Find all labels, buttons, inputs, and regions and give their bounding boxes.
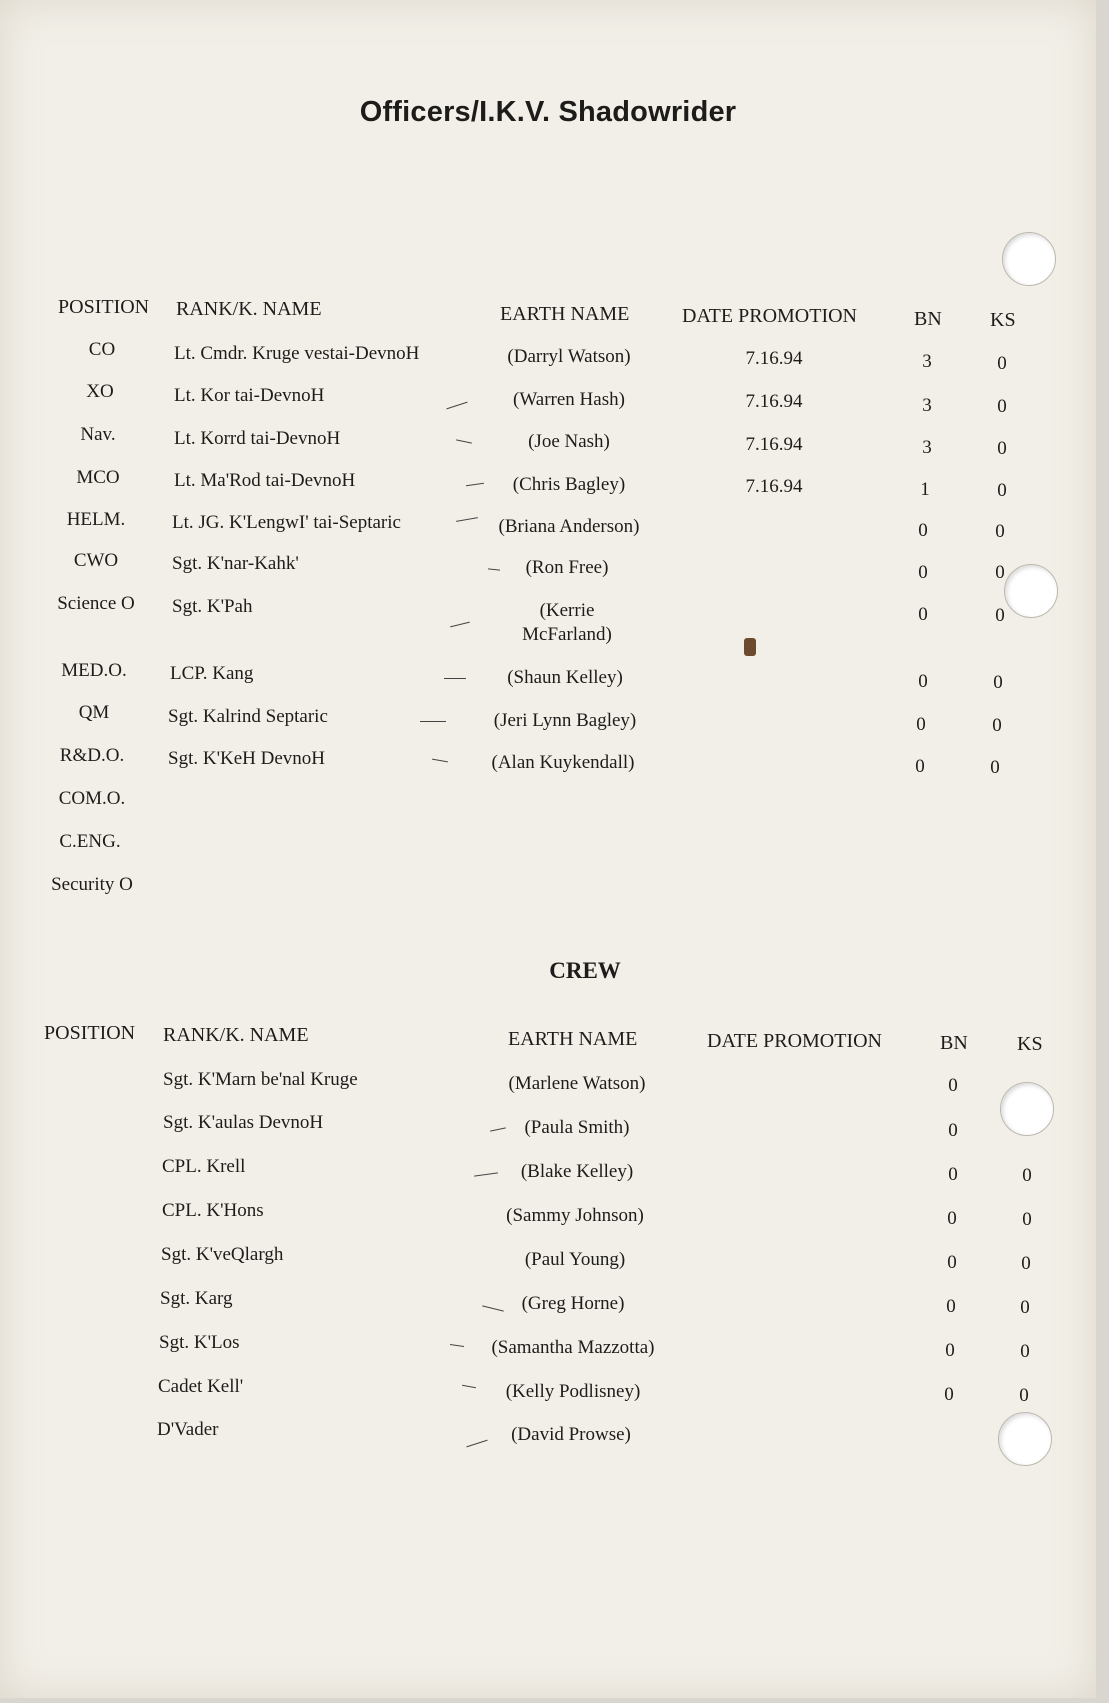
crew-bn: 0 bbox=[948, 1164, 958, 1185]
stain-mark bbox=[744, 638, 756, 656]
officer-earth-name: (Chris Bagley) bbox=[512, 474, 626, 495]
officer-date-promotion: 7.16.94 bbox=[745, 476, 803, 497]
officer-ks: 0 bbox=[995, 562, 1005, 583]
officer-earth-name: (Alan Kuykendall) bbox=[491, 752, 635, 773]
officer-earth-name-continued: McFarland) bbox=[522, 624, 612, 645]
officer-rank-name: Lt. Ma'Rod tai-DevnoH bbox=[174, 470, 356, 491]
crew-rank-name: Sgt. K'veQlargh bbox=[161, 1244, 284, 1265]
officer-ks: 0 bbox=[995, 521, 1005, 542]
officer-bn: 0 bbox=[915, 756, 925, 777]
crew-rank-name: Sgt. K'Marn be'nal Kruge bbox=[163, 1069, 358, 1090]
officer-rank-name: Sgt. K'KeH DevnoH bbox=[168, 748, 325, 769]
officer-position: Science O bbox=[57, 593, 135, 614]
crew-ks: 0 bbox=[1020, 1341, 1030, 1362]
officer-earth-name: (Shaun Kelley) bbox=[507, 667, 623, 688]
officer-ks: 0 bbox=[993, 672, 1003, 693]
crew-bn: 0 bbox=[948, 1120, 958, 1141]
officer-bn: 0 bbox=[918, 604, 928, 625]
binder-hole bbox=[1004, 564, 1058, 618]
binder-hole bbox=[1000, 1082, 1054, 1136]
crew-bn: 0 bbox=[944, 1384, 954, 1405]
crew-earth-name: (Greg Horne) bbox=[521, 1293, 625, 1314]
crew-header-position: POSITION bbox=[44, 1022, 136, 1044]
crew-bn: 0 bbox=[946, 1296, 956, 1317]
page-title: Officers/I.K.V. Shadowrider bbox=[359, 96, 737, 128]
crew-earth-name: (Blake Kelley) bbox=[520, 1161, 634, 1182]
crew-bn: 0 bbox=[945, 1340, 955, 1361]
officer-position: MCO bbox=[76, 467, 120, 488]
pencil-mark bbox=[420, 721, 446, 722]
officer-earth-name: (Briana Anderson) bbox=[498, 516, 640, 537]
officer-earth-name: (Jeri Lynn Bagley) bbox=[493, 710, 637, 731]
officer-position: HELM. bbox=[66, 509, 126, 530]
crew-ks: 0 bbox=[1019, 1385, 1029, 1406]
officer-ks: 0 bbox=[995, 605, 1005, 626]
officer-date-promotion: 7.16.94 bbox=[745, 391, 803, 412]
crew-earth-name: (Kelly Podlisney) bbox=[505, 1381, 641, 1402]
officer-bn: 3 bbox=[922, 437, 932, 458]
crew-header-date-promotion: DATE PROMOTION bbox=[707, 1030, 882, 1052]
crew-earth-name: (Sammy Johnson) bbox=[506, 1205, 644, 1226]
officer-rank-name: Sgt. Kalrind Septaric bbox=[168, 706, 328, 727]
crew-rank-name: CPL. Krell bbox=[162, 1156, 246, 1177]
officer-position: R&D.O. bbox=[59, 745, 125, 766]
officers-header-rank-name: RANK/K. NAME bbox=[176, 298, 322, 320]
binder-hole bbox=[1002, 232, 1056, 286]
officer-bn: 0 bbox=[918, 562, 928, 583]
crew-rank-name: Sgt. K'aulas DevnoH bbox=[163, 1112, 324, 1133]
officer-position: Nav. bbox=[80, 424, 116, 445]
officer-position: XO bbox=[86, 381, 114, 402]
officers-header-bn: BN bbox=[914, 308, 942, 330]
crew-ks: 0 bbox=[1022, 1165, 1032, 1186]
officer-position: CO bbox=[88, 339, 116, 360]
pencil-mark bbox=[444, 678, 466, 679]
crew-rank-name: Sgt. Karg bbox=[160, 1288, 233, 1309]
crew-ks: 0 bbox=[1020, 1297, 1030, 1318]
officer-rank-name: Lt. Kor tai-DevnoH bbox=[174, 385, 325, 406]
officer-earth-name: (Joe Nash) bbox=[528, 431, 610, 452]
officer-rank-name: Sgt. K'Pah bbox=[172, 596, 253, 617]
officer-bn: 1 bbox=[920, 479, 930, 500]
officer-rank-name: Lt. Cmdr. Kruge vestai-DevnoH bbox=[174, 343, 420, 364]
officer-bn: 0 bbox=[918, 520, 928, 541]
crew-ks: 0 bbox=[1022, 1209, 1032, 1230]
pencil-mark bbox=[432, 759, 448, 763]
crew-header-bn: BN bbox=[940, 1032, 968, 1054]
officer-position: MED.O. bbox=[61, 660, 127, 681]
crew-earth-name: (Marlene Watson) bbox=[508, 1073, 646, 1094]
officer-rank-name: Sgt. K'nar-Kahk' bbox=[172, 553, 299, 574]
officer-bn: 3 bbox=[922, 395, 932, 416]
officers-header-date-promotion: DATE PROMOTION bbox=[682, 305, 857, 327]
crew-bn: 0 bbox=[948, 1075, 958, 1096]
crew-earth-name: (Paula Smith) bbox=[524, 1117, 630, 1138]
officers-header-position: POSITION bbox=[58, 296, 150, 318]
officer-ks: 0 bbox=[997, 353, 1007, 374]
officers-header-earth-name: EARTH NAME bbox=[500, 303, 630, 325]
crew-rank-name: D'Vader bbox=[157, 1419, 219, 1440]
officer-earth-name: (Kerrie bbox=[539, 600, 595, 621]
crew-earth-name: (Paul Young) bbox=[524, 1249, 626, 1270]
officer-ks: 0 bbox=[990, 757, 1000, 778]
officer-earth-name: (Ron Free) bbox=[525, 557, 609, 578]
crew-earth-name: (Samantha Mazzotta) bbox=[491, 1337, 655, 1358]
officer-position: COM.O. bbox=[58, 788, 126, 809]
officer-earth-name: (Darryl Watson) bbox=[507, 346, 631, 367]
crew-rank-name: CPL. K'Hons bbox=[162, 1200, 264, 1221]
officer-date-promotion: 7.16.94 bbox=[745, 348, 803, 369]
officer-ks: 0 bbox=[997, 480, 1007, 501]
crew-bn: 0 bbox=[947, 1252, 957, 1273]
officers-header-ks: KS bbox=[990, 309, 1016, 331]
crew-header-ks: KS bbox=[1017, 1033, 1043, 1055]
crew-ks: 0 bbox=[1021, 1253, 1031, 1274]
officer-bn: 3 bbox=[922, 351, 932, 372]
officer-bn: 0 bbox=[916, 714, 926, 735]
crew-section-title: CREW bbox=[549, 958, 621, 983]
crew-rank-name: Cadet Kell' bbox=[158, 1376, 244, 1397]
crew-rank-name: Sgt. K'Los bbox=[159, 1332, 240, 1353]
officer-rank-name: Lt. Korrd tai-DevnoH bbox=[174, 428, 341, 449]
crew-header-rank-name: RANK/K. NAME bbox=[163, 1024, 309, 1046]
crew-bn: 0 bbox=[947, 1208, 957, 1229]
crew-earth-name: (David Prowse) bbox=[511, 1424, 631, 1445]
officer-earth-name: (Warren Hash) bbox=[513, 389, 625, 410]
officer-ks: 0 bbox=[997, 396, 1007, 417]
binder-hole bbox=[998, 1412, 1052, 1466]
officer-rank-name: Lt. JG. K'LengwI' tai-Septaric bbox=[172, 512, 401, 533]
officer-date-promotion: 7.16.94 bbox=[745, 434, 803, 455]
officer-position: CWO bbox=[73, 550, 119, 571]
officer-bn: 0 bbox=[918, 671, 928, 692]
crew-header-earth-name: EARTH NAME bbox=[508, 1028, 638, 1050]
officer-rank-name: LCP. Kang bbox=[170, 663, 254, 684]
officer-ks: 0 bbox=[992, 715, 1002, 736]
officer-position: C.ENG. bbox=[59, 831, 121, 852]
officer-position: QM bbox=[78, 702, 110, 723]
officer-position: Security O bbox=[51, 874, 133, 895]
officer-ks: 0 bbox=[997, 438, 1007, 459]
